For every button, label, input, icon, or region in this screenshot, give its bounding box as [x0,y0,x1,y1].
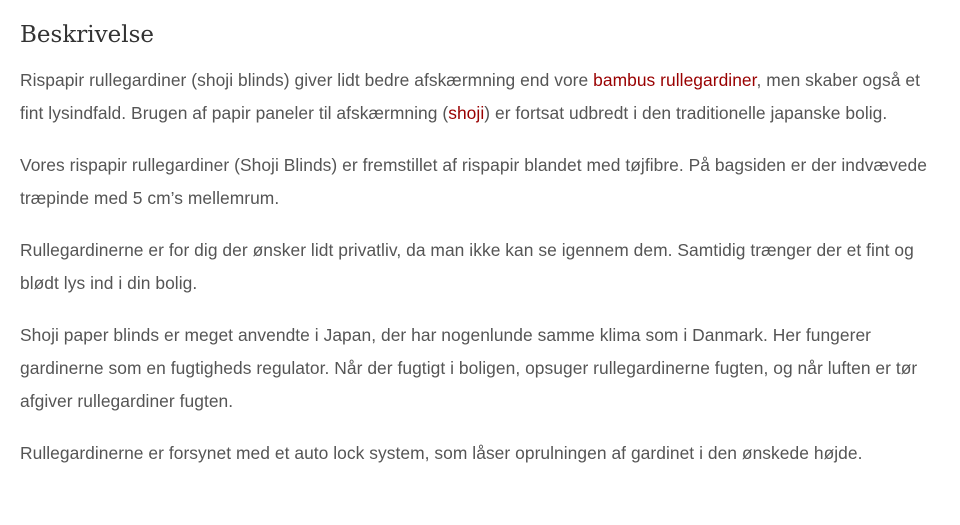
description-paragraph-4: Shoji paper blinds er meget anvendte i Japan, der har nogenlunde samme klima som i Danmark. Her fungerer gardinerne som en fugtigheds regulator. Når der fugtigt i boligen, opsuger rullegardinerne fugten, og når luften er tør afgiver rullegardiner fugten. [20,325,918,411]
paragraph-1-text-c: ) er fortsat udbredt i den traditionelle japanske bolig. [484,103,888,123]
description-paragraph-5: Rullegardinerne er forsynet med et auto lock system, som låser oprulningen af gardinet i den ønskede højde. [20,443,863,463]
shoji-link[interactable]: shoji [448,103,485,123]
description-paragraph-3: Rullegardinerne er for dig der ønsker lidt privatliv, da man ikke kan se igennem dem. Samtidig trænger der et fint og blødt lys ind i din bolig. [20,240,914,293]
bambus-rullegardiner-link[interactable]: bambus rullegardiner [593,70,757,90]
description-paragraph-1 [20,64,940,130]
paragraph-1-text-a: Rispapir rullegardiner (shoji blinds) giver lidt bedre afskærmning end vore [20,70,594,90]
description-heading: Beskrivelse [20,22,154,48]
paragraph-1-text-b: , men skaber også et fint lysindfald. Brugen af papir paneler til afskærmning ( [20,70,920,123]
description-paragraph-2: Vores rispapir rullegardiner (Shoji Blinds) er fremstillet af rispapir blandet med tøjfibre. På bagsiden er der indvævede træpinde med 5 cm’s mellemrum. [20,155,927,208]
